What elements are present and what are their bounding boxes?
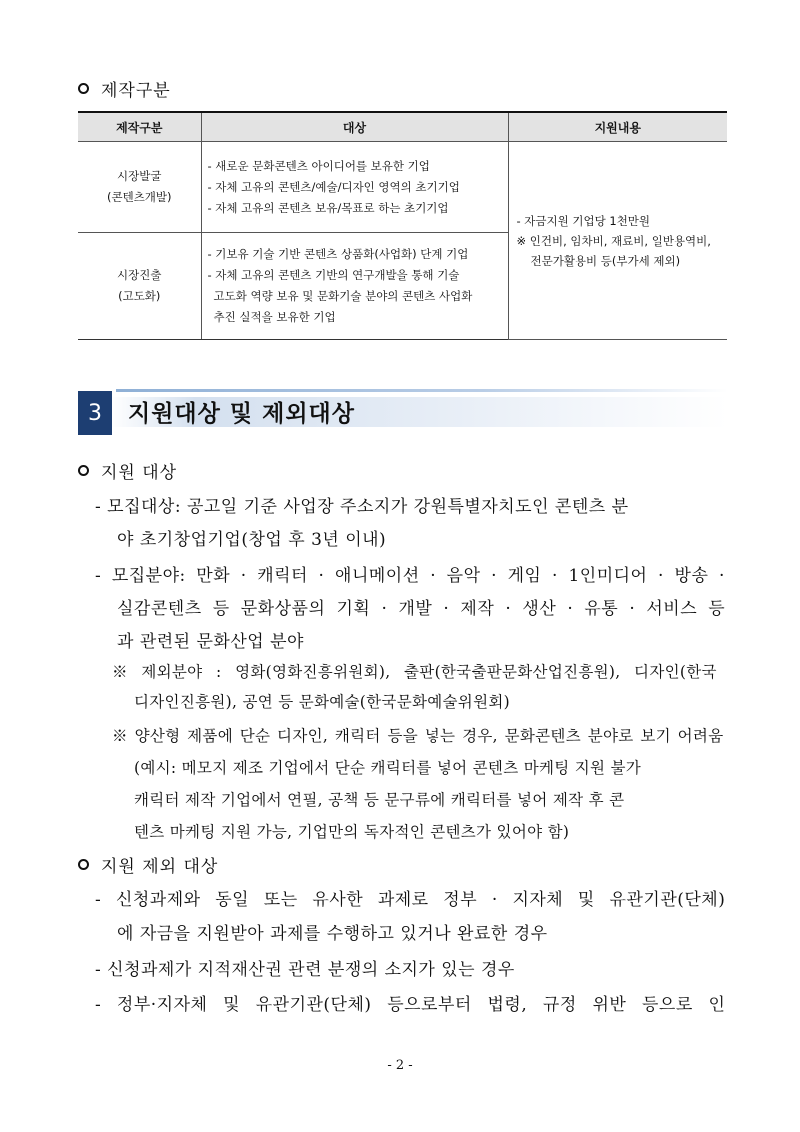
heading-text: 제작구분 <box>101 81 171 101</box>
body-line: 실감콘텐츠 등 문화상품의 기획 · 개발 · 제작 · 생산 · 유통 · 서비스 등 <box>117 599 726 619</box>
support-cell <box>508 142 727 340</box>
circle-bullet-icon <box>78 465 89 476</box>
support-line: 전문가활용비 등(부가세 제외) <box>530 253 681 268</box>
target-cell <box>201 142 508 233</box>
title-bar-topline <box>116 389 728 392</box>
body-line: 야 초기창업기업(창업 후 3년 이내) <box>117 530 387 550</box>
heading-text: 지원 제외 대상 <box>101 857 219 877</box>
body-line: 에 자금을 지원받아 과제를 수행하고 있거나 완료한 경우 <box>117 924 548 944</box>
production-type-table <box>78 111 727 340</box>
target-line: 추진 실적을 보유한 기업 <box>213 310 336 324</box>
target-line: - 자체 고유의 콘텐츠 기반의 연구개발을 통해 기술 <box>207 268 460 282</box>
note-line: 캐릭터 제작 기업에서 연필, 공책 등 문구류에 캐릭터를 넣어 제작 후 콘 <box>134 791 625 809</box>
support-line: ※ 인건비, 임차비, 재료비, 일반용역비, <box>516 233 711 248</box>
category-line: (콘텐츠개발) <box>106 190 172 204</box>
table-header-cell: 제작구분 <box>78 112 201 142</box>
body-line: - 정부·지자체 및 유관기관(단체) 등으로부터 법령, 규정 위반 등으로 인 <box>95 995 726 1015</box>
section-heading-exclusion <box>78 852 218 877</box>
category-cell <box>78 233 201 340</box>
note-line: 디자인진흥원), 공연 등 문화예술(한국문화예술위원회) <box>134 693 510 711</box>
section-title-bar <box>78 389 728 435</box>
circle-bullet-icon <box>78 83 89 94</box>
section-heading-support-target <box>78 458 177 483</box>
target-line: 고도화 역량 보유 및 문화기술 분야의 콘텐츠 사업화 <box>213 289 473 303</box>
category-cell <box>78 142 201 233</box>
note-line: 텐츠 마케팅 지원 가능, 기업만의 독자적인 콘텐츠가 있어야 함) <box>134 823 570 841</box>
heading-text: 지원 대상 <box>101 463 178 483</box>
target-line: - 기보유 기술 기반 콘텐츠 상품화(사업화) 단계 기업 <box>207 247 469 261</box>
target-cell <box>201 233 508 340</box>
section-title: 지원대상 및 제외대상 <box>128 401 355 427</box>
note-line: ※ 제외분야 : 영화(영화진흥위원회), 출판(한국출판문화산업진흥원), 디자인(한국 <box>112 663 717 681</box>
section-number-badge: 3 <box>78 391 112 435</box>
body-line: - 모집분야: 만화 · 캐릭터 · 애니메이션 · 음악 · 게임 · 1인미디어 · 방송 · <box>95 566 725 586</box>
category-line: 시장진출 <box>117 268 162 282</box>
note-line: ※ 양산형 제품에 단순 디자인, 캐릭터 등을 넣는 경우, 문화콘텐츠 분야로 보기 어려움 <box>112 727 724 745</box>
category-line: (고도화) <box>118 289 161 303</box>
body-line: - 신청과제와 동일 또는 유사한 과제로 정부 · 지자체 및 유관기관(단체) <box>95 890 726 910</box>
table-header-cell: 대상 <box>201 112 508 142</box>
table-header-cell: 지원내용 <box>508 112 727 142</box>
body-line: - 신청과제가 지적재산권 관련 분쟁의 소지가 있는 경우 <box>95 960 515 980</box>
target-line: - 새로운 문화콘텐츠 아이디어를 보유한 기업 <box>207 158 430 173</box>
table-row <box>78 142 727 233</box>
body-line: - 모집대상: 공고일 기준 사업장 주소지가 강원특별자치도인 콘텐츠 분 <box>95 497 629 517</box>
support-line: - 자금지원 기업당 1천만원 <box>516 213 651 228</box>
page-number: - 2 - <box>387 1058 413 1073</box>
body-line: 과 관련된 문화산업 분야 <box>117 632 304 652</box>
target-line: - 자체 고유의 콘텐츠 보유/목표로 하는 초기기업 <box>207 200 449 215</box>
category-line: 시장발굴 <box>117 169 162 183</box>
table-header-row <box>78 112 727 142</box>
note-line: (예시: 메모지 제조 기업에서 단순 캐릭터를 넣어 콘텐츠 마케팅 지원 불가 <box>134 759 642 777</box>
section-heading-production-type <box>78 76 171 101</box>
target-line: - 자체 고유의 콘텐츠/예술/디자인 영역의 초기기업 <box>207 179 460 194</box>
circle-bullet-icon <box>78 859 89 870</box>
